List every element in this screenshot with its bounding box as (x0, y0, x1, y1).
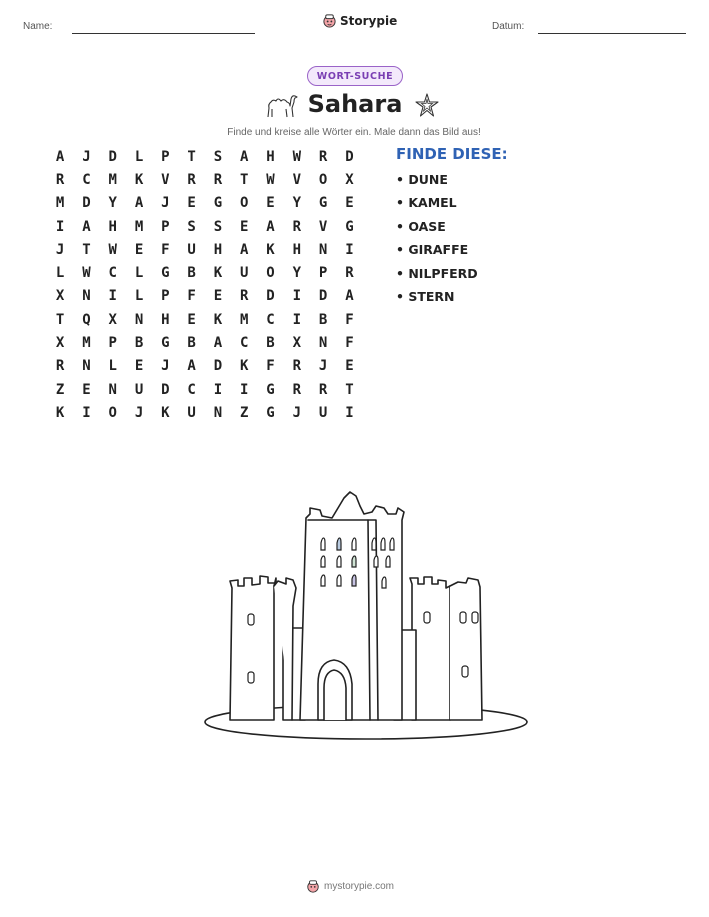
instructions: Finde und kreise alle Wörter ein. Male dann das Bild aus! (227, 127, 481, 138)
grid-cell[interactable]: N (213, 404, 223, 421)
grid-cell[interactable]: W (292, 148, 302, 165)
footer (306, 879, 394, 893)
grid-cell[interactable]: L (134, 148, 144, 165)
grid-cell[interactable]: T (345, 381, 354, 398)
grid-cell[interactable]: G (318, 195, 328, 212)
grid-cell[interactable]: J (82, 148, 91, 165)
grid-cell[interactable]: P (161, 148, 170, 165)
grid-cell[interactable]: V (161, 171, 170, 188)
grid-cell[interactable]: K (266, 241, 275, 258)
grid-cell[interactable]: R (318, 148, 328, 165)
grid-cell[interactable]: H (161, 311, 170, 328)
grid-cell[interactable]: Z (55, 381, 65, 398)
storypie-logo (322, 13, 397, 28)
grid-cell[interactable]: T (187, 148, 196, 165)
grid-cell[interactable]: T (82, 241, 91, 258)
grid-cell[interactable]: J (161, 358, 170, 375)
grid-cell[interactable]: Q (82, 311, 91, 328)
grid-cell[interactable]: D (213, 358, 223, 375)
grid-cell[interactable]: R (318, 381, 328, 398)
grid-cell[interactable]: C (240, 335, 249, 352)
grid-cell[interactable]: I (82, 404, 91, 421)
grid-cell[interactable]: N (108, 381, 117, 398)
grid-cell[interactable]: K (240, 358, 249, 375)
grid-cell[interactable]: A (55, 148, 65, 165)
grid-cell[interactable]: P (161, 218, 170, 235)
grid-cell[interactable]: D (161, 381, 170, 398)
grid-cell[interactable]: I (292, 288, 302, 305)
grid-cell[interactable]: E (134, 358, 144, 375)
grid-cell[interactable]: G (213, 195, 223, 212)
grid-cell[interactable]: R (292, 358, 302, 375)
grid-cell[interactable]: Y (292, 195, 302, 212)
grid-cell[interactable]: M (134, 218, 144, 235)
grid-cell[interactable]: C (266, 311, 275, 328)
grid-cell[interactable]: A (213, 335, 223, 352)
grid-cell[interactable]: B (318, 311, 328, 328)
grid-cell[interactable]: D (82, 195, 91, 212)
grid-cell[interactable]: M (240, 311, 249, 328)
grid-cell[interactable]: E (240, 218, 249, 235)
word-list-item: • NILPFERD (396, 265, 478, 281)
grid-cell[interactable]: E (187, 195, 196, 212)
grid-cell[interactable]: F (266, 358, 275, 375)
grid-cell[interactable]: Y (292, 265, 302, 282)
grid-cell[interactable]: B (187, 335, 196, 352)
grid-cell[interactable]: K (213, 265, 223, 282)
grid-cell[interactable]: R (187, 171, 196, 188)
grid-cell[interactable]: U (187, 241, 196, 258)
grid-cell[interactable]: P (318, 265, 328, 282)
grid-cell[interactable]: I (55, 218, 65, 235)
grid-cell[interactable]: F (345, 335, 354, 352)
grid-cell[interactable]: C (108, 265, 117, 282)
grid-cell[interactable]: U (187, 404, 196, 421)
name-label: Name: (23, 21, 53, 32)
grid-cell[interactable]: N (134, 311, 144, 328)
grid-cell[interactable]: E (345, 195, 354, 212)
grid-cell[interactable]: V (292, 171, 302, 188)
grid-cell[interactable]: X (345, 171, 354, 188)
grid-cell[interactable]: K (134, 171, 144, 188)
grid-cell[interactable]: E (134, 241, 144, 258)
grid-cell[interactable]: A (240, 241, 249, 258)
grid-cell[interactable]: G (345, 218, 354, 235)
grid-cell[interactable]: A (187, 358, 196, 375)
grid-cell[interactable]: M (108, 171, 117, 188)
grid-cell[interactable]: O (318, 171, 328, 188)
grid-cell[interactable]: M (82, 335, 91, 352)
grid-cell[interactable]: P (108, 335, 117, 352)
grid-cell[interactable]: L (55, 265, 65, 282)
grid-cell[interactable]: X (55, 288, 65, 305)
grid-cell[interactable]: U (134, 381, 144, 398)
grid-cell[interactable]: I (213, 381, 223, 398)
grid-cell[interactable]: E (345, 358, 354, 375)
grid-cell[interactable]: F (345, 311, 354, 328)
grid-cell[interactable]: I (292, 311, 302, 328)
grid-cell[interactable]: E (82, 381, 91, 398)
page-title: Sahara (307, 90, 403, 118)
word-search-badge: WORT-SUCHE (307, 66, 403, 86)
grid-cell[interactable]: R (213, 171, 223, 188)
grid-cell[interactable]: Y (108, 195, 117, 212)
grid-cell[interactable]: Z (240, 404, 249, 421)
grid-cell[interactable]: B (187, 265, 196, 282)
grid-cell[interactable]: H (213, 241, 223, 258)
grid-cell[interactable]: U (318, 404, 328, 421)
grid-cell[interactable]: K (55, 404, 65, 421)
word-list-item: • DUNE (396, 172, 448, 187)
grid-cell[interactable]: R (292, 218, 302, 235)
word-list-item: • STERN (396, 288, 455, 304)
grid-cell[interactable]: N (318, 241, 328, 258)
grid-cell[interactable]: N (82, 358, 91, 375)
grid-cell[interactable]: W (108, 241, 117, 258)
footer-site[interactable]: mystorypie.com (324, 880, 395, 892)
brand-name: Storypie (340, 13, 398, 28)
grid-cell[interactable]: D (345, 148, 354, 165)
date-line[interactable] (538, 33, 686, 34)
grid-cell[interactable]: O (266, 265, 275, 282)
word-list-title: FINDE DIESE: (396, 145, 508, 163)
grid-cell[interactable]: A (240, 148, 249, 165)
grid-cell[interactable]: H (266, 148, 275, 165)
grid-cell[interactable]: C (187, 381, 196, 398)
grid-cell[interactable]: S (213, 218, 223, 235)
grid-cell[interactable]: J (318, 358, 328, 375)
grid-cell[interactable]: H (108, 218, 117, 235)
grid-cell[interactable]: J (161, 195, 170, 212)
grid-cell[interactable]: D (318, 288, 328, 305)
grid-cell[interactable]: B (134, 335, 144, 352)
grid-cell[interactable]: W (266, 171, 275, 188)
word-list-item: • KAMEL (396, 195, 457, 211)
grid-cell[interactable]: W (82, 265, 91, 282)
grid-cell[interactable]: C (82, 171, 91, 188)
grid-cell[interactable]: P (161, 288, 170, 305)
grid-cell[interactable]: I (240, 381, 249, 398)
grid-cell[interactable]: E (266, 195, 275, 212)
word-list-item: • GIRAFFE (396, 242, 469, 258)
grid-cell[interactable]: G (161, 335, 170, 352)
star-icon (413, 92, 441, 120)
grid-cell[interactable]: K (213, 311, 223, 328)
grid-cell[interactable]: A (345, 288, 354, 305)
grid-cell[interactable]: N (82, 288, 91, 305)
word-search-grid[interactable] (47, 145, 363, 425)
grid-cell[interactable]: F (187, 288, 196, 305)
grid-cell[interactable]: I (345, 241, 354, 258)
date-label: Datum: (492, 21, 525, 32)
storypie-logo-icon (322, 13, 337, 28)
grid-cell[interactable]: G (266, 381, 275, 398)
grid-cell[interactable]: F (161, 241, 170, 258)
grid-cell[interactable]: X (55, 335, 65, 352)
grid-cell[interactable]: I (108, 288, 117, 305)
grid-cell[interactable]: L (134, 265, 144, 282)
grid-cell[interactable]: D (108, 148, 117, 165)
grid-cell[interactable]: R (55, 358, 65, 375)
grid-cell[interactable]: A (266, 218, 275, 235)
grid-cell[interactable]: K (161, 404, 170, 421)
word-list (396, 171, 478, 311)
grid-cell[interactable]: E (213, 288, 223, 305)
grid-cell[interactable]: M (55, 195, 65, 212)
grid-cell[interactable]: R (55, 171, 65, 188)
grid-cell[interactable]: T (240, 171, 249, 188)
grid-cell[interactable]: R (240, 288, 249, 305)
grid-cell[interactable]: E (187, 311, 196, 328)
grid-cell[interactable]: J (55, 241, 65, 258)
castle-illustration[interactable] (200, 488, 540, 746)
grid-cell[interactable]: G (161, 265, 170, 282)
grid-cell[interactable]: X (292, 335, 302, 352)
grid-cell[interactable]: A (134, 195, 144, 212)
grid-cell[interactable]: B (266, 335, 275, 352)
grid-cell[interactable]: I (345, 404, 354, 421)
grid-cell[interactable]: N (318, 335, 328, 352)
grid-cell[interactable]: J (134, 404, 144, 421)
grid-cell[interactable]: D (266, 288, 275, 305)
grid-cell[interactable]: O (108, 404, 117, 421)
grid-cell[interactable]: L (134, 288, 144, 305)
grid-cell[interactable]: H (292, 241, 302, 258)
grid-cell[interactable]: U (240, 265, 249, 282)
grid-cell[interactable]: R (345, 265, 354, 282)
grid-cell[interactable]: R (292, 381, 302, 398)
grid-cell[interactable]: G (266, 404, 275, 421)
grid-cell[interactable]: S (187, 218, 196, 235)
grid-cell[interactable]: L (108, 358, 117, 375)
grid-cell[interactable]: T (55, 311, 65, 328)
word-list-item: • OASE (396, 218, 446, 234)
grid-cell[interactable]: S (213, 148, 223, 165)
grid-cell[interactable]: O (240, 195, 249, 212)
name-line[interactable] (72, 33, 255, 34)
grid-cell[interactable]: V (318, 218, 328, 235)
storypie-logo-icon (306, 879, 320, 893)
grid-cell[interactable]: J (292, 404, 302, 421)
grid-cell[interactable]: X (108, 311, 117, 328)
grid-cell[interactable]: A (82, 218, 91, 235)
